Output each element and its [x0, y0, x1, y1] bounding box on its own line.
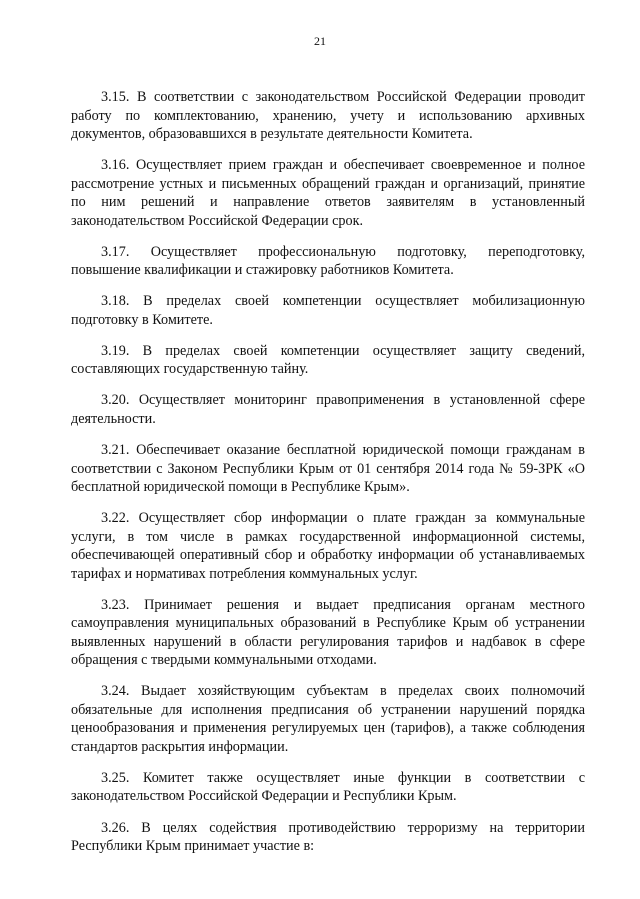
- paragraph-3-24: 3.24. Выдает хозяйствующим субъектам в пределах своих полномочий обязательные для исполнения предписания об устранении нарушений порядка ценообразования и применения регулируемых цен (тарифов), а также соблюдения стандартов раскрытия информации.: [71, 683, 585, 755]
- paragraph-3-17: 3.17. Осуществляет профессиональную подготовку, переподготовку, повышение квалификации и стажировку работников Комитета.: [71, 243, 585, 279]
- document-body: [71, 88, 585, 868]
- paragraph-3-20: 3.20. Осуществляет мониторинг правоприменения в установленной сфере деятельности.: [71, 392, 585, 427]
- paragraph-3-19: 3.19. В пределах своей компетенции осуществляет защиту сведений, составляющих государственную тайну.: [71, 342, 585, 378]
- paragraph-3-25: 3.25. Комитет также осуществляет иные функции в соответствии с законодательством Российской Федерации и Республики Крым.: [71, 769, 585, 805]
- paragraph-3-22: 3.22. Осуществляет сбор информации о плате граждан за коммунальные услуги, в том числе в рамках государственной информационной системы, обеспечивающей оперативный сбор и обработку информации об устанавливаемых тарифах и нормативах потребления коммунальных услуг.: [71, 510, 585, 582]
- paragraph-3-15: 3.15. В соответствии с законодательством Российской Федерации проводит работу по комплектованию, хранению, учету и использованию архивных документов, образовавшихся в результате деятельности Комитета.: [71, 89, 585, 142]
- page-number: 21: [314, 34, 326, 48]
- paragraph-3-18: 3.18. В пределах своей компетенции осуществляет мобилизационную подготовку в Комитете.: [71, 293, 585, 328]
- paragraph-3-23: 3.23. Принимает решения и выдает предписания органам местного самоуправления муниципальных образований в Республике Крым об устранении выявленных нарушений в области регулирования тарифов и надбавок в сфере обращения с твердыми коммунальными отходами.: [71, 596, 585, 669]
- paragraph-3-16: 3.16. Осуществляет прием граждан и обеспечивает своевременное и полное рассмотрение устных и письменных обращений граждан и организаций, принятие по ним решений и направление ответов заявителям в установленный законодательством Российской Федерации срок.: [71, 157, 585, 229]
- paragraph-3-26: 3.26. В целях содействия противодействию терроризму на территории Республики Крым принимает участие в:: [71, 819, 585, 855]
- paragraph-3-21: 3.21. Обеспечивает оказание бесплатной юридической помощи гражданам в соответствии с Законом Республики Крым от 01 сентября 2014 года № 59-ЗРК «О бесплатной юридической помощи в Республике Крым».: [71, 442, 585, 496]
